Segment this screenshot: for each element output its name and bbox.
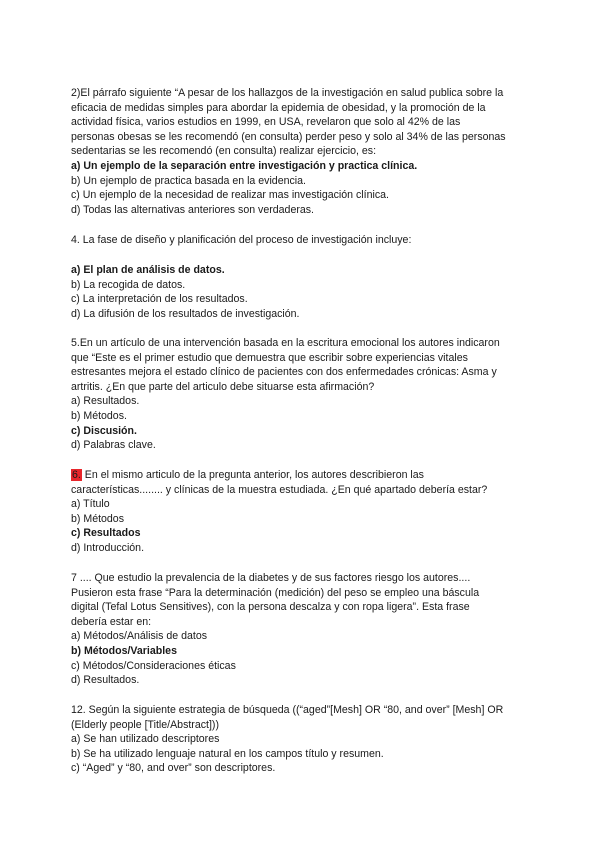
q5-text-line: que “Este es el primer estudio que demuestra que escribir sobre experiencias vitales: [71, 351, 468, 364]
q6-option-b: b) Métodos: [71, 512, 124, 525]
q6-option-d: d) Introducción.: [71, 541, 145, 554]
q4-option-a-correct: a) El plan de análisis de datos.: [71, 264, 225, 276]
q2-option-b: b) Un ejemplo de practica basada en la evidencia.: [71, 174, 306, 187]
q5-option-b: b) Métodos.: [71, 409, 127, 422]
q2-text-line: actividad física, varios estudios en 1999, en USA, revelaron que solo al 42% de las: [71, 116, 461, 129]
q12-text-line: (Elderly people [Title/Abstract])): [71, 718, 219, 731]
q6-text-line: características........ y clínicas de la muestra estudiada. ¿En qué apartado debería estar?: [71, 483, 488, 496]
q7-option-a: a) Métodos/Análisis de datos: [71, 630, 208, 643]
q2-text-line: sedentarias se les recomendó (en consulta) realizar ejercicio, es:: [71, 145, 377, 158]
q2-option-a-correct: a) Un ejemplo de la separación entre investigación y practica clínica.: [71, 159, 418, 172]
q7-text-line: debería estar en:: [71, 615, 152, 628]
q12-text-line: 12. Según la siguiente estrategia de búsqueda ((“aged”[Mesh] OR “80, and over” [Mesh] OR: [71, 704, 504, 716]
q6-option-c-correct: c) Resultados: [71, 527, 141, 540]
question-7: [71, 571, 531, 688]
q7-option-b-correct: b) Métodos/Variables: [71, 644, 177, 657]
q4-text-line: 4. La fase de diseño y planificación del proceso de investigación incluye:: [71, 234, 412, 246]
question-4: [71, 233, 531, 248]
q5-option-c-correct: c) Discusión.: [71, 424, 137, 437]
q6-option-a: a) Título: [71, 498, 110, 511]
question-4-options: [71, 263, 531, 321]
q5-option-a: a) Resultados.: [71, 395, 140, 408]
q5-text-line: estresantes mejora el estado clínico de pacientes con dos enfermedades crónicas: Asma y: [71, 366, 497, 379]
q5-option-d: d) Palabras clave.: [71, 439, 156, 452]
q4-option-d: d) La difusión de los resultados de investigación.: [71, 307, 300, 320]
q6-highlighted-number: 6.: [72, 469, 81, 481]
q2-text-line: 2)El párrafo siguiente “A pesar de los hallazgos de la investigación en salud publica sobre la: [71, 87, 504, 99]
q7-text-line: 7 .... Que estudio la prevalencia de la diabetes y de sus factores riesgo los autores....: [71, 572, 471, 584]
q12-option-b: b) Se ha utilizado lenguaje natural en los campos título y resumen.: [71, 747, 384, 760]
question-5: [71, 336, 531, 453]
q6-text-first: En el mismo articulo de la pregunta anterior, los autores describieron las: [84, 469, 424, 481]
q7-text-line: digital (Tefal Lotus Sensitives), con la persona descalza y con ropa ligera”. Esta frase: [71, 601, 470, 614]
question-12: [71, 703, 531, 776]
q2-option-c: c) Un ejemplo de la necesidad de realizar mas investigación clínica.: [71, 189, 389, 202]
q5-text-line: artritis. ¿En que parte del articulo debe situarse esta afirmación?: [71, 380, 375, 393]
q5-text-line: 5.En un artículo de una intervención basada en la escritura emocional los autores indicaron: [71, 337, 500, 349]
q7-option-d: d) Resultados.: [71, 674, 140, 687]
q2-text-line: personas obesas se les recomendó (en consulta) perder peso y solo al 34% de las personas: [71, 130, 506, 143]
q7-option-c: c) Métodos/Consideraciones éticas: [71, 659, 236, 672]
q2-text-line: eficacia de medidas simples para abordar la epidemia de obesidad, y la promoción de la: [71, 101, 486, 114]
q4-option-c: c) La interpretación de los resultados.: [71, 293, 248, 306]
q12-option-a: a) Se han utilizado descriptores: [71, 733, 220, 746]
q6-text-line: [71, 468, 531, 483]
question-2: [71, 86, 531, 217]
question-6: [71, 468, 531, 556]
q12-option-c: c) “Aged” y “80, and over” son descriptores.: [71, 762, 276, 775]
q4-option-b: b) La recogida de datos.: [71, 278, 186, 291]
q2-option-d: d) Todas las alternativas anteriores son verdaderas.: [71, 203, 315, 216]
q7-text-line: Pusieron esta frase “Para la determinación (medición) del peso se empleo una báscula: [71, 586, 480, 599]
